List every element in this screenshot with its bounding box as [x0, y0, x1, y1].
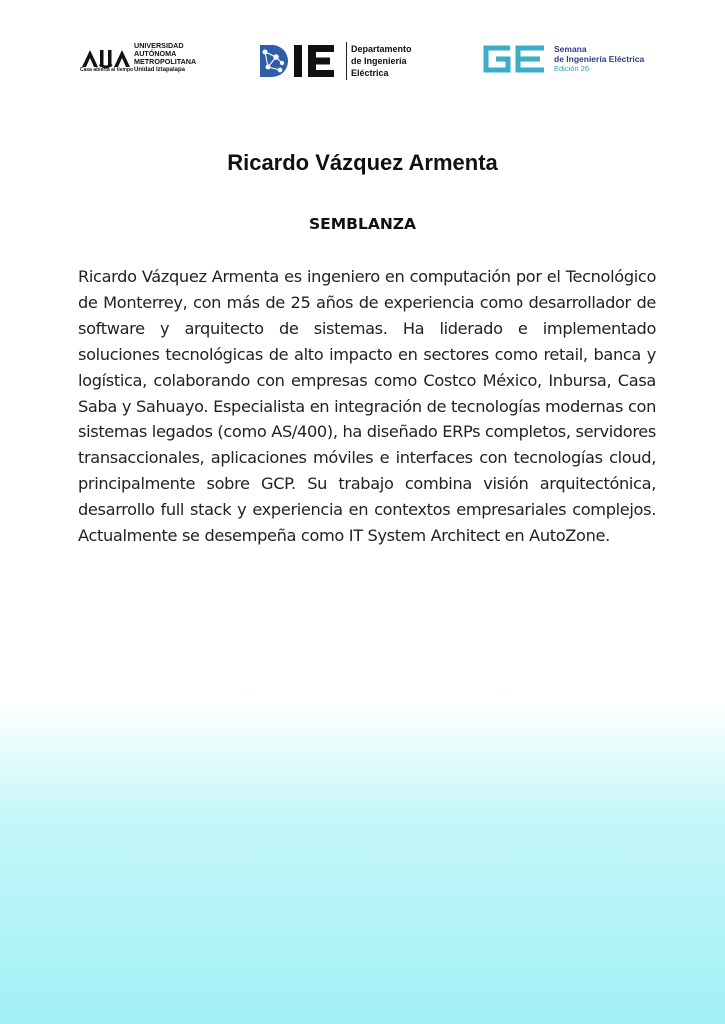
sie-line-1: Semana	[554, 44, 587, 54]
die-letters-ie	[292, 43, 340, 79]
uam-logo	[80, 42, 196, 74]
uam-tagline: Casa abierta al tiempo	[80, 67, 134, 73]
die-line-3: Eléctrica	[351, 68, 389, 78]
speaker-name: Ricardo Vázquez Armenta	[227, 150, 498, 175]
sie-line-3: Edición 26	[554, 64, 590, 73]
uam-line-3: METROPOLITANA	[134, 57, 197, 66]
uam-line-1: UNIVERSIDAD	[134, 41, 184, 50]
die-network-icon	[258, 43, 292, 79]
die-line-2: de Ingeniería	[351, 56, 407, 66]
uam-line-4: Unidad Iztapalapa	[134, 67, 186, 73]
header-logos	[0, 38, 725, 88]
sie-mark-icon	[482, 44, 546, 74]
die-line-1: Departamento	[351, 44, 412, 54]
die-logo	[258, 42, 412, 80]
uam-line-2: AUTÓNOMA	[134, 49, 177, 58]
die-divider	[346, 42, 347, 80]
uam-emblem-icon	[80, 47, 132, 69]
bio-paragraph: Ricardo Vázquez Armenta es ingeniero en computación por el Tecnológico de Monterrey, con más de 25 años de experiencia como desarrollador de software y arquitecto de sistemas. Ha liderado e implementado soluciones tecnológicas de alto impacto en sectores como retail, banca y logística, colaborando con empresas como Costco México, Inbursa, Casa Saba y Sahuayo. Especialista en integración de tecnologías modernas con sistemas legados (como AS/400), ha diseñado ERPs completos, servidores transaccionales, aplicaciones móviles e interfaces con tecnologías cloud, principalmente sobre GCP. Su trabajo combina visión arquitectónica, desarrollo full stack y experiencia en contextos empresariales complejos. Actualmente se desempeña como IT System Architect en AutoZone.	[78, 267, 656, 546]
sie-line-2: de Ingeniería Eléctrica	[554, 54, 645, 64]
sie-logo	[482, 44, 644, 74]
section-title: SEMBLANZA	[308, 215, 417, 233]
